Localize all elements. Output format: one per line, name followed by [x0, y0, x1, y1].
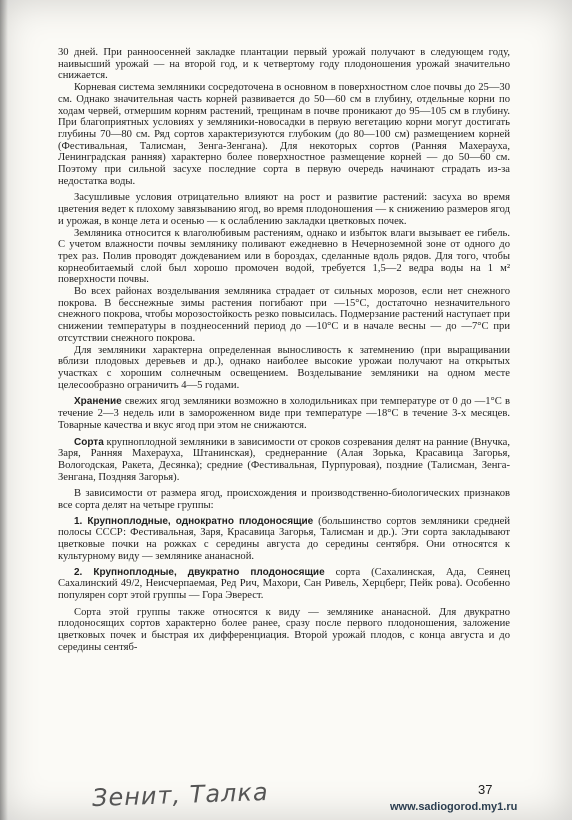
storage-paragraph [58, 396, 510, 431]
groups-intro: В зависимости от размера ягод, происхождения и производственно-биологических признаков все сорта делят на четыре группы: [58, 488, 510, 512]
paragraph: Во всех районах возделывания земляника страдает от сильных морозов, если нет снежного покрова. В бесснежные зимы растения погибают при —15°С, достаточно незначительного снежного покрова, чтобы морозостойкость резко повысилась. Подмерзание растений наступает при снижении температуры в позднеосенний период до —10°С и в начале весны — до —7°С при отсутствии снежного покрова. [58, 286, 510, 344]
page-number: 37 [478, 782, 493, 797]
varieties-text: крупноплодной земляники в зависимости от сроков созревания делят на ранние (Внучка, Заря, Ранняя Махерауха, Штанинская), среднеранние (Алая Зорька, Красавица Загорья, Вологодская, Ракета, Десянка); средние (Фестивальная, Пурпуровая), поздние (Талисман, Зенга-Зенгана, Поздняя Загорья). [58, 436, 510, 483]
group-1 [58, 516, 510, 563]
group-2 [58, 567, 510, 602]
varieties-paragraph [58, 437, 510, 484]
group-1-term: 1. Крупноплодные, однократно плодоносящие [74, 515, 314, 527]
page-shadow-edge [0, 0, 8, 820]
paragraph: Засушливые условия отрицательно влияют на рост и развитие растений: засуха во время цветения ведет к плохому завязыванию ягод, во время плодоношения — к снижению размеров ягод и урожая, в конце лета и осенью — к ослаблению закладки цветковых почек. [58, 192, 510, 227]
storage-text: свежих ягод земляники возможно в холодильниках при температуре от 0 до —1°С в течение 2—3 недель или в замороженном виде при температуре —18°С в течение 3-х месяцев. Товарные качества и вкус ягод при этом не снижаются. [58, 396, 510, 431]
watermark-url: www.sadiogorod.my1.ru [390, 801, 518, 813]
group-1-text: (большинство сортов земляники средней полосы СССР: Фестивальная, Заря, Красавица Загорья, Талисман и др.). Эти сорта закладывают цветковые почки на рожках с середины августа до середины сентября. Они относятся к культурному виду — землянике ананасной. [58, 515, 510, 562]
paragraph: 30 дней. При ранноосенней закладке плантации первый урожай получают в следующем году, наивысший урожай — на второй год, и к четвертому году плодоношения урожай значительно снижается. [58, 47, 510, 82]
page-body [58, 47, 510, 653]
paragraph: Для земляники характерна определенная выносливость к затемнению (при выращивании вблизи плодовых деревьев и др.), однако наиболее высокие урожаи получают на открытых участках с хорошим солнечным освещением. Возделывание земляники на одном месте целесообразно ограничить 4—5 годами. [58, 344, 510, 391]
group-2-text: сорта (Сахалинская, Ада, Сеянец Сахалинский 49/2, Неисчерпаемая, Ред Рич, Махори, Сан Ривель, Херцберг, Пейк рова). Особенно популярен сорт этой группы — Гора Эверест. [58, 566, 510, 601]
storage-term: Хранение [74, 396, 122, 408]
group-2-term: 2. Крупноплодные, двукратно плодоносящие [74, 566, 325, 578]
paragraph: Сорта этой группы также относятся к виду — землянике ананасной. Для двукратно плодоносящих сортов характерно более ранее, сразу после первого плодоношения, заложение цветковых почек и быстрая их дифференциация. Второй урожай плодов, с конца августа и до середины сентяб- [58, 606, 510, 653]
paragraph: Корневая система земляники сосредоточена в основном в поверхностном слое почвы до 25—30 см. Однако значительная часть корней развивается до 50—60 см в глубину, отдельные корни по ходам червей, отмершим корням растений, трещинам в почве проникают до 95—105 см в глубину. При благоприятных условиях у земляники-новосадки в первую вегетацию корни могут достигать глубины 70—80 см. Ряд сортов характеризуются глубоким (до 80—100 см) размещением корней (Фестивальная, Талисман, Зенга-Зенгана). Для некоторых сортов (Ранняя Махерауха, Ленинградская ранняя) характерно более поверхностное размещение корней — до 50—60 см. Поэтому при сильной засухе последние сорта в первую очередь начинают страдать из-за недостатка воды. [58, 82, 510, 187]
handwritten-note: Зенит, Талка [91, 777, 270, 813]
paragraph: Земляника относится к влаголюбивым растениям, однако и избыток влаги вызывает ее гибель. С учетом влажности почвы землянику поливают ежедневно в Нечерноземной зоне от одного до трех раз. Полив проводят дождеванием или в бороздах, сделанные вдоль рядов. Для того, чтобы корнеобитаемый слой был хорошо промочен водой, требуется 1,5—2 ведра воды на 1 м² поверхности почвы. [58, 227, 510, 286]
varieties-term: Сорта [74, 436, 104, 448]
